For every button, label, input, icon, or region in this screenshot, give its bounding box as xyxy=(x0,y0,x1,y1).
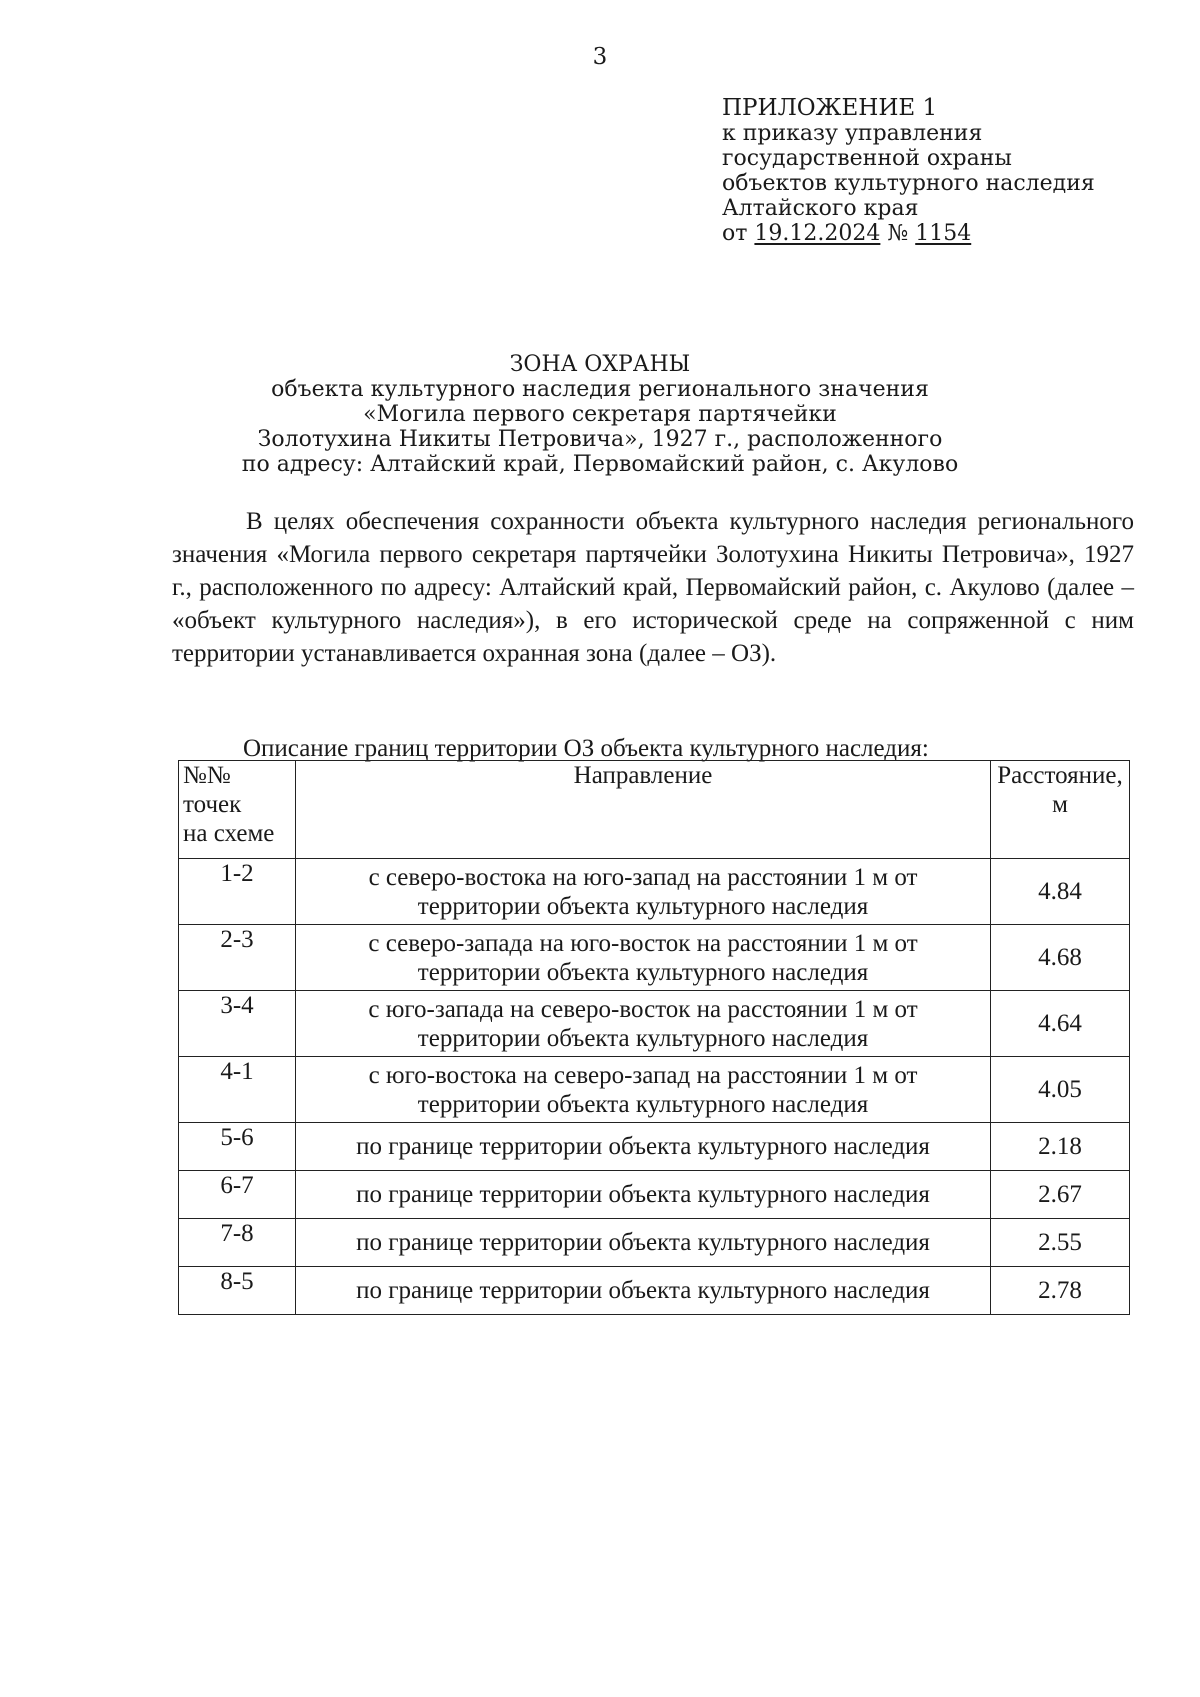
cell-distance: 4.68 xyxy=(991,925,1130,991)
table-row xyxy=(179,1171,1130,1219)
cell-direction xyxy=(296,991,991,1057)
cell-direction xyxy=(296,925,991,991)
direction-line: территории объекта культурного наследия xyxy=(417,1090,869,1118)
cell-points: 3-4 xyxy=(179,991,296,1057)
heading-title: ЗОНА ОХРАНЫ xyxy=(509,352,691,377)
table-row xyxy=(179,1123,1130,1171)
header-distance-line: Расстояние, xyxy=(997,762,1123,789)
header-distance-line: м xyxy=(1052,791,1068,818)
boundary-table xyxy=(178,760,1130,1315)
heading-line: по адресу: Алтайский край, Первомайский район, с. Акулово xyxy=(241,452,959,477)
cell-points: 8-5 xyxy=(179,1267,296,1315)
header-points-line: №№ xyxy=(183,762,231,789)
order-number: 1154 xyxy=(915,221,972,246)
heading-line: «Могила первого секретаря партячейки xyxy=(363,402,837,427)
cell-distance: 2.55 xyxy=(991,1219,1130,1267)
cell-points: 5-6 xyxy=(179,1123,296,1171)
table-row xyxy=(179,1219,1130,1267)
number-sign: № xyxy=(887,221,909,246)
page-number: 3 xyxy=(592,44,608,70)
direction-line: с юго-запада на северо-восток на расстоянии 1 м от xyxy=(368,995,918,1023)
header-direction: Направление xyxy=(296,761,991,859)
order-date: 19.12.2024 xyxy=(754,221,881,246)
header-points xyxy=(179,761,296,859)
table-row xyxy=(179,991,1130,1057)
direction-line: с северо-запада на юго-восток на расстоянии 1 м от xyxy=(368,929,918,957)
cell-points: 1-2 xyxy=(179,859,296,925)
date-prefix: от xyxy=(722,221,748,246)
direction-line: территории объекта культурного наследия xyxy=(417,1024,869,1052)
heading-line: объекта культурного наследия регионального значения xyxy=(271,377,929,402)
direction-line: территории объекта культурного наследия xyxy=(417,958,869,986)
table-row xyxy=(179,925,1130,991)
cell-distance: 4.05 xyxy=(991,1057,1130,1123)
header-points-line: на схеме xyxy=(183,820,275,847)
appendix-line: объектов культурного наследия xyxy=(722,171,1095,196)
cell-points: 6-7 xyxy=(179,1171,296,1219)
direction-line: с северо-востока на юго-запад на расстоянии 1 м от xyxy=(368,863,918,891)
cell-distance: 4.64 xyxy=(991,991,1130,1057)
appendix-date-line xyxy=(722,221,1095,246)
appendix-line: государственной охраны xyxy=(722,146,1012,171)
direction-line: с юго-востока на северо-запад на расстоянии 1 м от xyxy=(368,1061,918,1089)
cell-distance: 2.67 xyxy=(991,1171,1130,1219)
cell-direction xyxy=(296,1057,991,1123)
cell-distance: 2.78 xyxy=(991,1267,1130,1315)
cell-direction: по границе территории объекта культурного наследия xyxy=(296,1123,991,1171)
appendix-title: ПРИЛОЖЕНИЕ 1 xyxy=(722,95,938,121)
cell-distance: 4.84 xyxy=(991,859,1130,925)
cell-points: 2-3 xyxy=(179,925,296,991)
table-header-row xyxy=(179,761,1130,859)
intro-paragraph: В целях обеспечения сохранности объекта культурного наследия регионального значения «Могила первого секретаря партячейки Золотухина Никиты Петровича», 1927 г., расположенного по адресу: Алтайский край, Первомайский район, с. Акулово (далее – «объект культурного наследия»), в его исторической среде на сопряженной с ним территории устанавливается охранная зона (далее – ОЗ). xyxy=(172,508,1134,667)
direction-line: территории объекта культурного наследия xyxy=(417,892,869,920)
table-caption: Описание границ территории ОЗ объекта культурного наследия: xyxy=(243,735,929,762)
heading-line: Золотухина Никиты Петровича», 1927 г., расположенного xyxy=(257,427,943,452)
header-distance xyxy=(991,761,1130,859)
table-row xyxy=(179,1267,1130,1315)
heading-block xyxy=(150,352,1050,477)
table-row xyxy=(179,859,1130,925)
cell-direction: по границе территории объекта культурного наследия xyxy=(296,1267,991,1315)
cell-distance: 2.18 xyxy=(991,1123,1130,1171)
table-row xyxy=(179,1057,1130,1123)
appendix-line: Алтайского края xyxy=(722,196,919,221)
cell-direction: по границе территории объекта культурного наследия xyxy=(296,1171,991,1219)
appendix-block xyxy=(722,96,1095,246)
cell-direction xyxy=(296,859,991,925)
cell-direction: по границе территории объекта культурного наследия xyxy=(296,1219,991,1267)
cell-points: 7-8 xyxy=(179,1219,296,1267)
appendix-line: к приказу управления xyxy=(722,121,983,146)
header-points-line: точек xyxy=(183,791,242,818)
cell-points: 4-1 xyxy=(179,1057,296,1123)
